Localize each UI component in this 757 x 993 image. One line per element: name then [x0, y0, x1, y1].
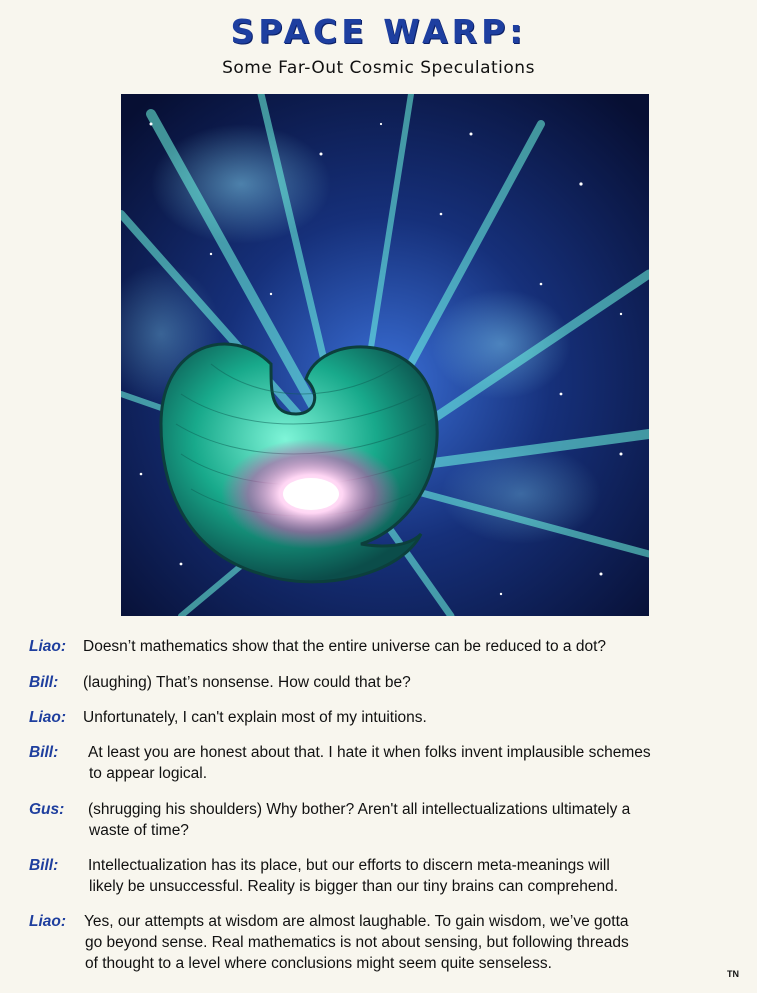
dialogue-text: waste of time? — [89, 822, 189, 839]
dialogue-text: of thought to a level where conclusions might seem quite senseless. — [85, 955, 552, 972]
dialogue-text: to appear logical. — [89, 765, 208, 782]
dialogue-text: (shrugging his shoulders) Why bother? Aren't all intellectualizations ultimately a — [88, 801, 631, 818]
speaker-name: Bill: — [29, 857, 59, 874]
page-subtitle: Some Far-Out Cosmic Speculations — [222, 58, 535, 78]
speaker-name: Liao: — [29, 913, 67, 930]
author-initials: TN — [727, 969, 739, 979]
dialogue-text: Intellectualization has its place, but our efforts to discern meta-meanings will — [88, 857, 610, 874]
speaker-name: Bill: — [29, 744, 59, 761]
speaker-name: Liao: — [29, 638, 67, 655]
speaker-name: Bill: — [29, 674, 59, 691]
dialogue-text: (laughing) That’s nonsense. How could that be? — [83, 674, 411, 691]
dialogue-text: At least you are honest about that. I hate it when folks invent implausible schemes — [88, 744, 651, 761]
speaker-name: Liao: — [29, 709, 67, 726]
cosmic-sphere-illustration — [121, 94, 649, 616]
page-title: SPACE WARP: — [230, 12, 527, 51]
dialogue-text: Unfortunately, I can't explain most of my intuitions. — [83, 709, 427, 726]
dialogue-text: Doesn’t mathematics show that the entire universe can be reduced to a dot? — [83, 638, 606, 655]
speaker-name: Gus: — [29, 801, 65, 818]
dialogue-text: likely be unsuccessful. Reality is bigger than our tiny brains can comprehend. — [89, 878, 618, 895]
dialogue-text: Yes, our attempts at wisdom are almost laughable. To gain wisdom, we’ve gotta — [84, 913, 629, 930]
dialogue-text: go beyond sense. Real mathematics is not about sensing, but following threads — [85, 934, 629, 951]
